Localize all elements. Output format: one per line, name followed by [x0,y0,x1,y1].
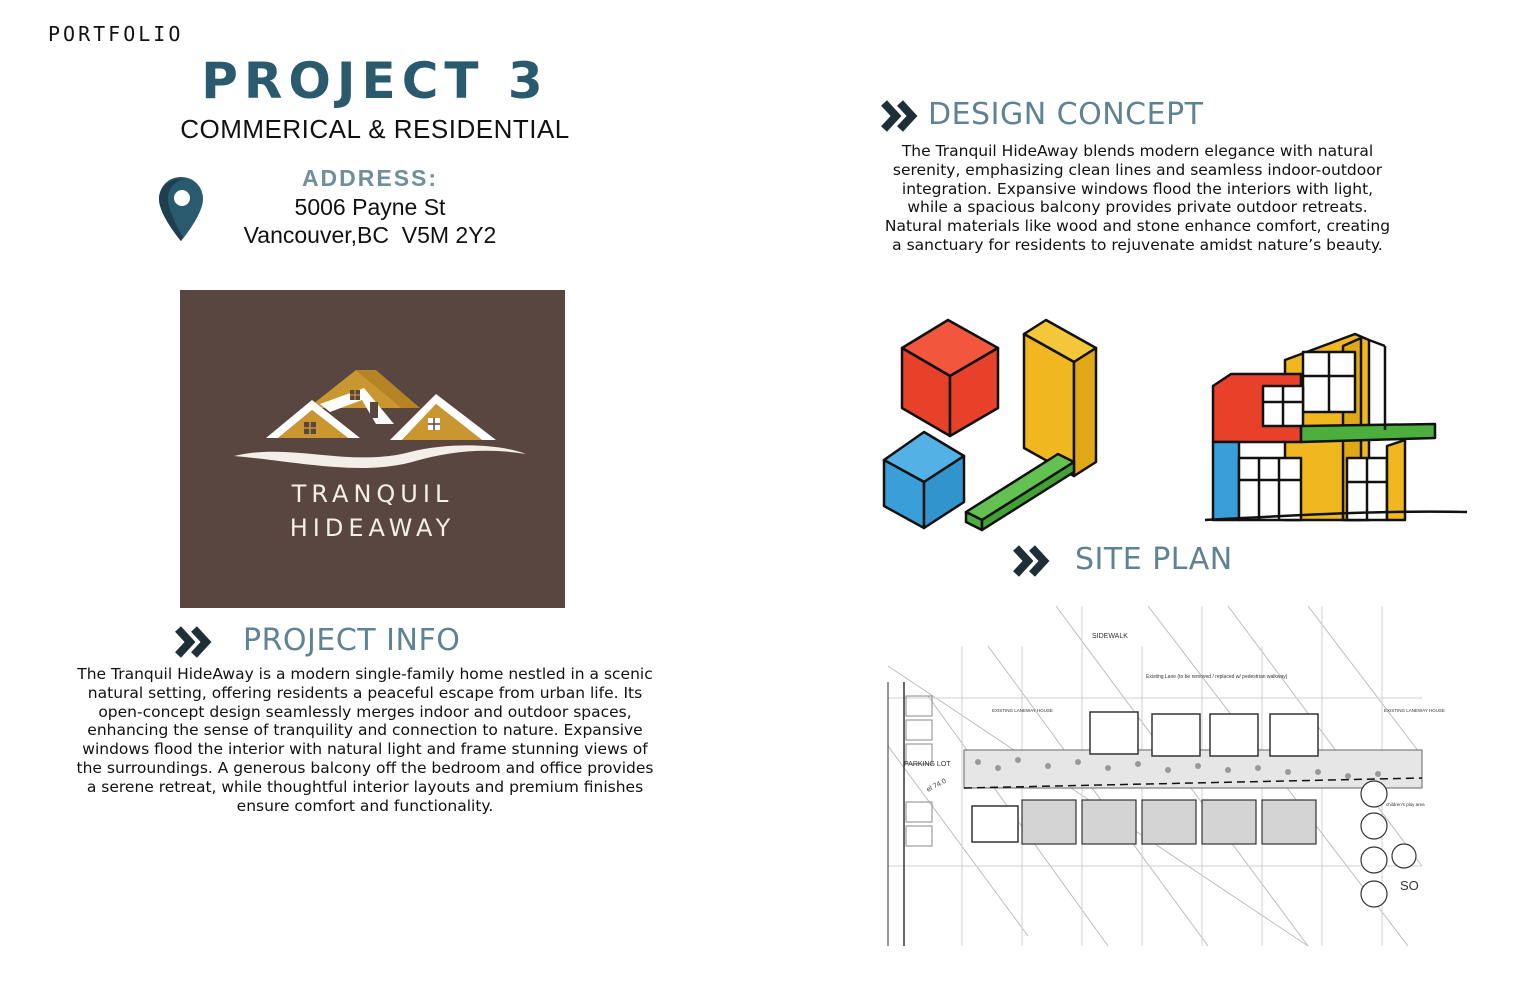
project-info-line: enhancing the sense of tranquility and connection to nature. Expansive [87,721,643,740]
double-chevron-icon [1012,544,1052,578]
project-info-line: natural setting, offering residents a peaceful escape from urban life. Its [87,683,643,702]
design-concept-paragraph [870,142,1405,255]
project-info-line: windows flood the interior with natural light and frame stunning views of [82,740,648,759]
address-line-1: 5006 Payne St [294,194,446,220]
design-concept-line: serenity, emphasizing clean lines and seamless indoor-outdoor [892,160,1383,179]
play-area-label: children's play area [1386,802,1425,807]
double-chevron-icon [880,99,920,133]
house-roof-logo-icon [180,290,565,608]
existing-lane-label: Existing Lane (to be removed / replaced w/ pedestrian walkway) [1146,674,1288,680]
design-concept-line: while a spacious balcony provides private outdoor retreats. [907,198,1368,217]
project-info-heading: PROJECT INFO [243,623,461,658]
laneway-house-right-label: EXISTING LANEWAY HOUSE [1384,708,1445,713]
project-title: PROJECT 3 [201,52,549,110]
laneway-house-left-label: EXISTING LANEWAY HOUSE [992,708,1053,713]
project-info-line: a serene retreat, while thoughtful interior layouts and premium finishes [86,777,644,796]
project-info-line: ensure comfort and functionality. [236,796,494,815]
project-info-line: open-concept design seamlessly merges indoor and outdoor spaces, [98,702,632,721]
project-info-paragraph [60,665,670,815]
location-pin-icon [156,175,206,245]
project-info-line: The Tranquil HideAway is a modern single-family home nestled in a scenic [77,665,653,683]
design-concept-line: a sanctuary for residents to rejuvenate amidst nature’s beauty. [892,235,1383,254]
address-line-2: Vancouver,BC V5M 2Y2 [243,222,497,248]
site-plan-drawing [888,606,1445,946]
project-info-line: the surroundings. A generous balcony off the bedroom and office provides [76,758,654,777]
elevation-label: el 74.0 [925,777,948,794]
parking-lot-label: PARKING LOT [904,761,951,768]
logo-text-line-1: TRANQUIL [291,480,454,508]
building-sketch-illustration [1205,330,1470,525]
project-subtitle: COMMERICAL & RESIDENTIAL [180,114,570,144]
design-concept-heading: DESIGN CONCEPT [928,97,1204,132]
sidewalk-label: SIDEWALK [1092,633,1128,640]
massing-blocks-illustration [878,312,1198,537]
double-chevron-icon [174,625,214,659]
design-concept-line: The Tranquil HideAway blends modern elegance with natural [901,142,1374,160]
address-label: ADDRESS: [301,165,439,191]
portfolio-label: PORTFOLIO [48,22,184,46]
so-label: SO [1400,878,1419,893]
design-concept-line: Natural materials like wood and stone enhance comfort, creating [884,217,1391,236]
site-plan-heading: SITE PLAN [1075,542,1233,577]
logo-text-line-2: HIDEAWAY [289,514,456,542]
tranquil-hideaway-logo [180,290,565,608]
design-concept-line: integration. Expansive windows flood the interiors with light, [901,179,1374,198]
